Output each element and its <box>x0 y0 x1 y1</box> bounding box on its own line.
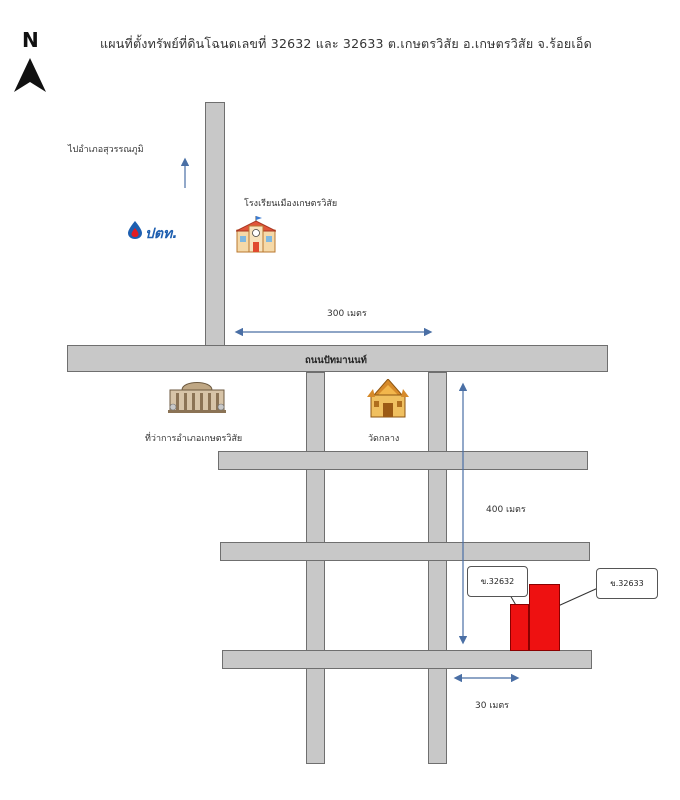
temple-label: วัดกลาง <box>368 434 400 444</box>
distance-300-label: 300 เมตร <box>327 309 367 319</box>
north-label: N <box>22 28 39 52</box>
district-office-icon <box>168 378 226 414</box>
direction-label: ไปอำเภอสุวรรณภูมิ <box>68 145 144 155</box>
school-label: โรงเรียนเมืองเกษตรวิสัย <box>244 199 338 209</box>
callout-32633: ข.32633 <box>596 568 658 599</box>
main-road-label: ถนนปัทมานนท์ <box>305 355 367 366</box>
gas-station-icon <box>127 220 143 240</box>
distance-400-label: 400 เมตร <box>486 505 526 515</box>
distance-30-label: 30 เมตร <box>475 701 510 711</box>
temple-icon <box>367 379 409 419</box>
school-icon <box>236 216 276 254</box>
plot-32633 <box>529 584 560 651</box>
callout-32632: ข.32632 <box>467 566 528 597</box>
map-title: แผนที่ตั้งทรัพย์ที่ดินโฉนดเลขที่ 32632 และ 32633 ต.เกษตรวิสัย อ.เกษตรวิสัย จ.ร้อยเอ็ด <box>100 36 592 51</box>
plot-32632 <box>510 604 529 651</box>
gas-station-brand: ปตท. <box>145 226 178 242</box>
district-office-label: ที่ว่าการอำเภอเกษตรวิสัย <box>145 434 243 444</box>
